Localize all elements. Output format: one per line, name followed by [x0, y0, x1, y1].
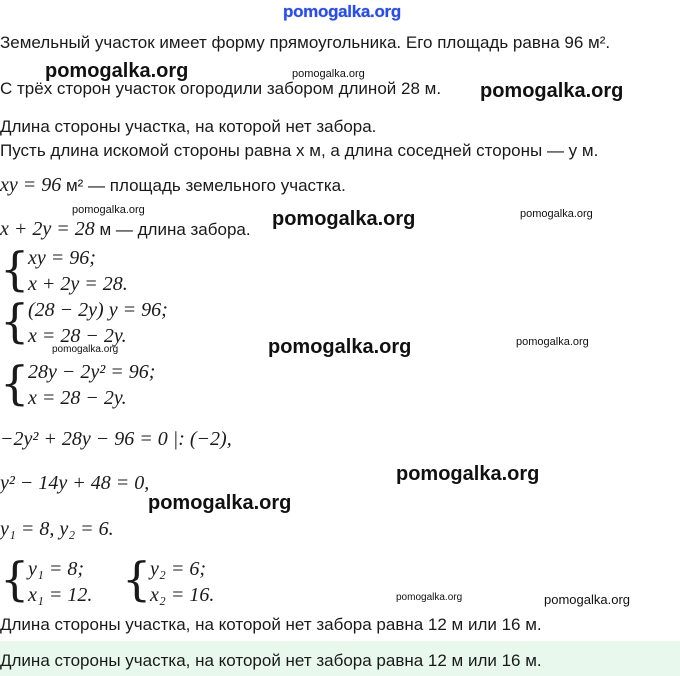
watermark: pomogalka.org: [268, 336, 412, 358]
result-brace-2: {: [122, 552, 152, 606]
fence-equation-line: [0, 218, 251, 241]
watermark: pomogalka.org: [520, 208, 593, 220]
area-equation-line: [0, 174, 346, 197]
watermark: pomogalka.org: [52, 344, 119, 355]
watermark: pomogalka.org: [396, 463, 540, 485]
watermark: pomogalka.org: [72, 204, 145, 216]
roots-line: y₁ = 8, y₂ = 6.: [0, 518, 114, 540]
watermark: pomogalka.org: [272, 208, 416, 230]
result1-y: y₁ = 8;: [28, 558, 84, 580]
area-equation: xy = 96: [0, 174, 62, 196]
result2-x: x₂ = 16.: [150, 584, 215, 606]
system2-eq2: x = 28 − 2y.: [28, 325, 127, 347]
let-line: Пусть длина искомой стороны равна x м, а длина соседней стороны — y м.: [0, 141, 599, 160]
watermark: pomogalka.org: [45, 60, 189, 82]
quadratic-equation: y² − 14y + 48 = 0,: [0, 472, 150, 494]
answer-text: Длина стороны участка, на которой нет забора равна 12 м или 16 м.: [0, 651, 542, 670]
equation-divided: −2y² + 28y − 96 = 0 |: (−2),: [0, 428, 232, 450]
result-brace-1: {: [0, 552, 30, 606]
watermark-top: pomogalka.org: [283, 2, 401, 21]
watermark: pomogalka.org: [516, 336, 589, 348]
system1-eq2: x + 2y = 28.: [28, 273, 128, 295]
system-brace-1: {: [0, 242, 30, 296]
system1-eq1: xy = 96;: [28, 247, 96, 269]
watermark: pomogalka.org: [292, 68, 365, 80]
system-brace-3: {: [0, 356, 30, 410]
conclusion-line: Длина стороны участка, на которой нет забора равна 12 м или 16 м.: [0, 615, 542, 634]
watermark: pomogalka.org: [396, 592, 463, 603]
fence-equation: x + 2y = 28: [0, 218, 95, 240]
system3-eq1: 28y − 2y² = 96;: [28, 361, 156, 383]
watermark: pomogalka.org: [544, 592, 630, 607]
system3-eq2: x = 28 − 2y.: [28, 387, 127, 409]
watermark: pomogalka.org: [148, 492, 292, 514]
area-equation-text: м² — площадь земельного участка.: [61, 176, 346, 195]
problem-line-1: Земельный участок имеет форму прямоугольника. Его площадь равна 96 м².: [0, 33, 611, 52]
result1-x: x₁ = 12.: [28, 584, 93, 606]
system2-eq1: (28 − 2y) y = 96;: [28, 299, 168, 321]
watermark: pomogalka.org: [480, 80, 624, 102]
system-brace-2: {: [0, 294, 30, 348]
question-line: Длина стороны участка, на которой нет забора.: [0, 117, 377, 136]
result2-y: y₂ = 6;: [150, 558, 206, 580]
fence-equation-text: м — длина забора.: [94, 220, 251, 239]
problem-line-2: С трёх сторон участок огородили забором длиной 28 м.: [0, 79, 442, 98]
